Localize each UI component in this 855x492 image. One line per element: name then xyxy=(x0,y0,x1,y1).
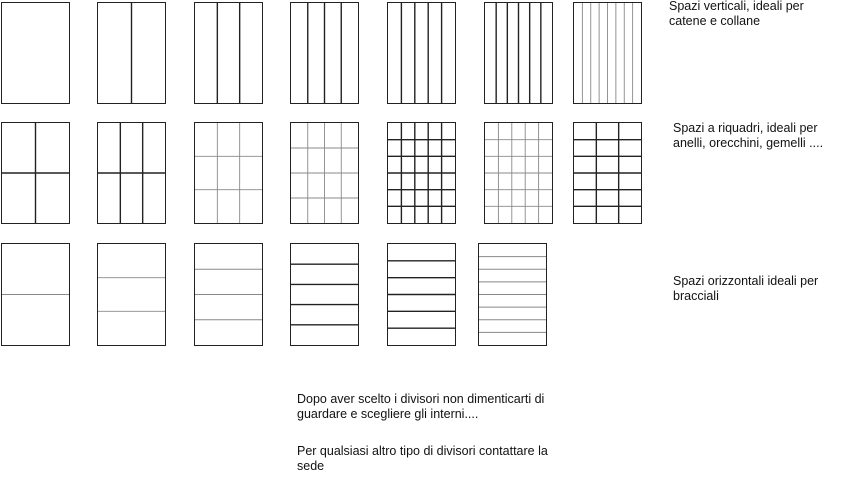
divider-lines xyxy=(98,244,165,345)
grid-divider-3x3 xyxy=(194,122,263,224)
divider-lines xyxy=(98,3,165,103)
grid-divider-5x6-thin xyxy=(484,122,553,224)
vertical-divider-8-spaces xyxy=(573,2,642,104)
divider-lines xyxy=(291,3,358,103)
vertical-divider-5-spaces xyxy=(387,2,456,104)
divider-lines xyxy=(574,123,641,223)
divider-lines xyxy=(291,123,358,223)
grid-divider-2x2 xyxy=(1,122,70,224)
grid-divider-5x6 xyxy=(387,122,456,224)
horizontal-divider-6-spaces xyxy=(387,243,456,346)
divider-lines xyxy=(2,3,69,103)
divider-lines xyxy=(388,3,455,103)
vertical-divider-3-spaces xyxy=(194,2,263,104)
divider-lines xyxy=(388,123,455,223)
divider-lines xyxy=(479,244,546,345)
vertical-divider-6-spaces xyxy=(484,2,553,104)
vertical-divider-4-spaces xyxy=(290,2,359,104)
interni-reminder-note: Dopo aver scelto i divisori non dimenticarti di guardare e scegliere gli interni.... xyxy=(297,392,545,421)
grid-divider-3x6 xyxy=(573,122,642,224)
grid-divider-4x4 xyxy=(290,122,359,224)
horizontal-section-label: Spazi orizzontali ideali per bracciali xyxy=(673,274,819,303)
vertical-divider-2-spaces xyxy=(97,2,166,104)
horizontal-divider-5-spaces xyxy=(290,243,359,346)
grid-section-label: Spazi a riquadri, ideali per anelli, orecchini, gemelli .... xyxy=(673,121,824,150)
divider-lines xyxy=(98,123,165,223)
horizontal-divider-2-spaces xyxy=(1,243,70,346)
divider-lines xyxy=(195,3,262,103)
vertical-divider-1-space xyxy=(1,2,70,104)
horizontal-divider-4-spaces xyxy=(194,243,263,346)
divider-lines xyxy=(574,3,641,103)
divider-lines xyxy=(195,244,262,345)
horizontal-divider-3-spaces xyxy=(97,243,166,346)
divider-lines xyxy=(485,3,552,103)
grid-divider-3x2 xyxy=(97,122,166,224)
divider-lines xyxy=(195,123,262,223)
horizontal-divider-8-spaces xyxy=(478,243,547,346)
vertical-section-label: Spazi verticali, ideali per catene e collane xyxy=(669,0,804,28)
divider-lines xyxy=(2,123,69,223)
divider-lines xyxy=(388,244,455,345)
contact-office-note: Per qualsiasi altro tipo di divisori contattare la sede xyxy=(297,444,548,473)
divider-lines xyxy=(291,244,358,345)
divider-lines xyxy=(2,244,69,345)
divider-lines xyxy=(485,123,552,223)
